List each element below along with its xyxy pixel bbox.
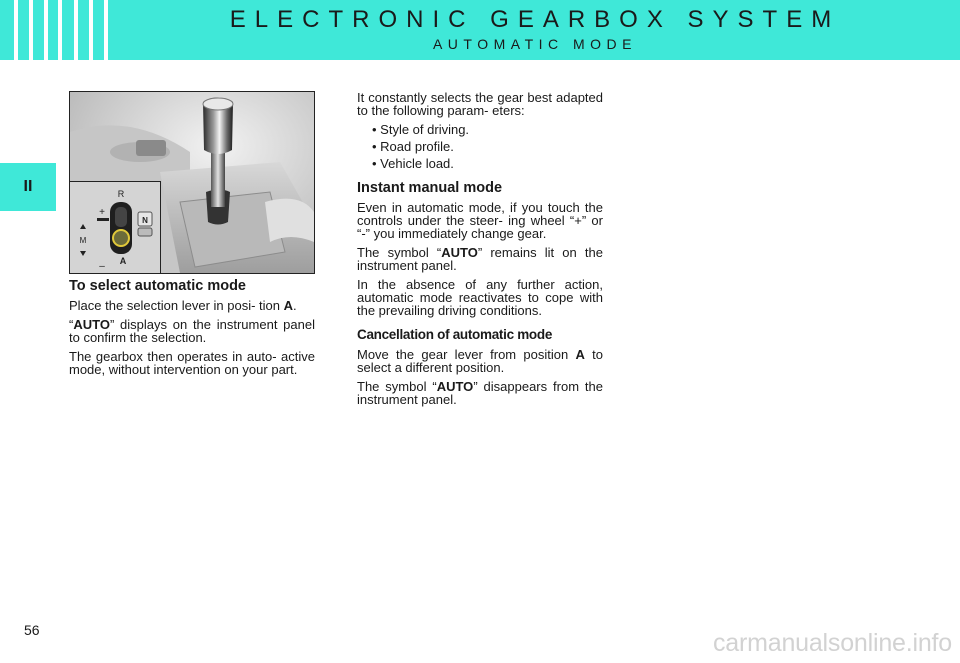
- label-plus: +: [99, 207, 105, 218]
- paragraph: Place the selection lever in posi- tion A.: [69, 298, 297, 313]
- header-stripe: [29, 0, 33, 60]
- paragraph: “AUTO” displays on the instrument panel to confirm the selection.: [69, 317, 315, 345]
- paragraph: Even in automatic mode, if you touch the controls under the steer- ing wheel “+” or “-” you immediately change gear.: [357, 200, 603, 241]
- page-header: [0, 0, 960, 60]
- watermark: carmanualsonline.info: [712, 629, 952, 657]
- header-stripe: [74, 0, 78, 60]
- paragraph: The gearbox then operates in auto- active mode, without intervention on your part.: [69, 349, 315, 377]
- left-column: [69, 278, 315, 382]
- selector-gate-illustration: [70, 182, 160, 273]
- gear-selector-diagram: [69, 181, 161, 274]
- label-n: N: [142, 216, 148, 225]
- page-title: ELECTRONIC GEARBOX SYSTEM: [229, 6, 841, 33]
- list-item: • Vehicle load.: [372, 156, 454, 171]
- list-item: • Style of driving.: [372, 122, 470, 137]
- paragraph: The symbol “AUTO” disappears from the instrument panel.: [357, 379, 603, 407]
- section-heading-select: To select automatic mode: [69, 278, 246, 294]
- label-m: M: [79, 236, 87, 245]
- header-stripe: [14, 0, 18, 60]
- header-stripe: [44, 0, 48, 60]
- header-stripe: [89, 0, 93, 60]
- paragraph: The symbol “AUTO” remains lit on the instrument panel.: [357, 245, 604, 273]
- paragraph: It constantly selects the gear best adapted to the following param- eters:: [357, 90, 603, 118]
- paragraph: In the absence of any further action, automatic mode reactivates to cope with the prevailing driving conditions.: [357, 277, 603, 318]
- chapter-tab: [0, 163, 56, 211]
- page-subtitle: AUTOMATIC MODE: [432, 36, 638, 52]
- section-heading-manual: Instant manual mode: [357, 180, 503, 196]
- label-r: R: [117, 189, 125, 199]
- section-heading-cancellation: Cancellation of automatic mode: [357, 327, 553, 342]
- header-stripe: [58, 0, 62, 60]
- list-item: • Road profile.: [372, 139, 454, 154]
- right-column: [357, 91, 603, 412]
- paragraph: Move the gear lever from position A to select a different position.: [357, 347, 603, 375]
- chapter-number: II: [23, 178, 33, 195]
- label-a: A: [119, 256, 127, 266]
- header-stripe: [104, 0, 108, 60]
- label-minus: –: [99, 261, 105, 272]
- page-number: 56: [24, 622, 40, 638]
